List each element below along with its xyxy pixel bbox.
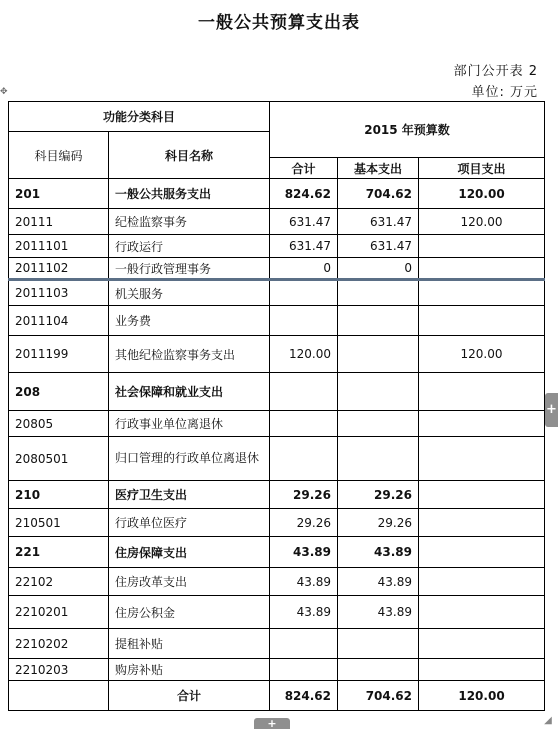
row-name: 行政运行 [109, 235, 270, 258]
table-resize-handle-icon[interactable]: ◢ [544, 715, 552, 726]
row-basic: 631.47 [338, 209, 419, 235]
unit-label: 单位: 万元 [471, 85, 538, 100]
row-code: 2080501 [9, 437, 109, 481]
row-total: 43.89 [270, 568, 338, 596]
page-title: 一般公共预算支出表 [198, 13, 360, 33]
row-basic [338, 306, 419, 336]
row-total: 0 [270, 258, 338, 280]
row-total [270, 659, 338, 681]
row-basic [338, 280, 419, 306]
row-basic [338, 659, 419, 681]
row-code: 2210203 [9, 659, 109, 681]
footer-blank-cell [9, 681, 109, 711]
row-name: 其他纪检监察事务支出 [109, 336, 270, 373]
row-project: 120.00 [419, 209, 545, 235]
row-total [270, 280, 338, 306]
header-total: 合计 [270, 158, 338, 179]
row-code: 208 [9, 373, 109, 411]
row-project [419, 373, 545, 411]
row-code: 2011102 [9, 258, 109, 280]
table-row [9, 373, 545, 411]
table-row [9, 481, 545, 509]
row-code: 2210201 [9, 596, 109, 629]
table-row [9, 306, 545, 336]
table-row [9, 568, 545, 596]
row-basic [338, 437, 419, 481]
add-row-plus-icon[interactable]: + [254, 718, 290, 729]
row-name: 住房公积金 [109, 596, 270, 629]
table-row [9, 509, 545, 537]
table-row [9, 596, 545, 629]
row-name: 购房补贴 [109, 659, 270, 681]
table-row [9, 659, 545, 681]
row-code: 2011104 [9, 306, 109, 336]
row-name: 一般行政管理事务 [109, 258, 270, 280]
row-project [419, 235, 545, 258]
row-code: 2011103 [9, 280, 109, 306]
table-row [9, 235, 545, 258]
row-code: 210 [9, 481, 109, 509]
row-code: 210501 [9, 509, 109, 537]
header-row-1 [9, 102, 545, 132]
footer-project: 120.00 [419, 681, 545, 711]
row-code: 2011199 [9, 336, 109, 373]
table-row [9, 258, 545, 280]
row-basic: 43.89 [338, 568, 419, 596]
add-column-plus-icon[interactable]: + [545, 393, 558, 427]
header-project: 项目支出 [419, 158, 545, 179]
row-basic: 43.89 [338, 537, 419, 568]
row-total: 120.00 [270, 336, 338, 373]
row-code: 22102 [9, 568, 109, 596]
row-total [270, 629, 338, 659]
budget-table [8, 101, 545, 711]
row-name: 机关服务 [109, 280, 270, 306]
row-project: 120.00 [419, 336, 545, 373]
row-project [419, 481, 545, 509]
table-row [9, 280, 545, 306]
row-code: 221 [9, 537, 109, 568]
row-project [419, 537, 545, 568]
row-total: 631.47 [270, 235, 338, 258]
row-project [419, 306, 545, 336]
row-name: 医疗卫生支出 [109, 481, 270, 509]
row-total: 43.89 [270, 596, 338, 629]
table-row [9, 411, 545, 437]
row-total [270, 437, 338, 481]
row-name: 纪检监察事务 [109, 209, 270, 235]
row-project: 120.00 [419, 179, 545, 209]
row-code: 2011101 [9, 235, 109, 258]
table-move-handle-icon[interactable]: ✥ [0, 87, 8, 97]
row-total: 29.26 [270, 509, 338, 537]
row-name: 住房改革支出 [109, 568, 270, 596]
row-basic: 43.89 [338, 596, 419, 629]
row-project [419, 258, 545, 280]
row-project [419, 280, 545, 306]
row-total [270, 411, 338, 437]
table-row [9, 537, 545, 568]
table-row [9, 629, 545, 659]
footer-basic: 704.62 [338, 681, 419, 711]
footer-label: 合计 [109, 681, 270, 711]
row-project [419, 629, 545, 659]
row-total: 631.47 [270, 209, 338, 235]
row-basic [338, 411, 419, 437]
row-project [419, 596, 545, 629]
header-budget-year: 2015 年预算数 [270, 102, 545, 158]
row-total: 824.62 [270, 179, 338, 209]
row-project [419, 437, 545, 481]
row-name: 归口管理的行政单位离退休 [109, 437, 270, 481]
header-basic: 基本支出 [338, 158, 419, 179]
row-project [419, 411, 545, 437]
row-basic: 29.26 [338, 481, 419, 509]
row-name: 社会保障和就业支出 [109, 373, 270, 411]
header-name: 科目名称 [109, 132, 270, 179]
row-total: 43.89 [270, 537, 338, 568]
row-total [270, 306, 338, 336]
row-name: 住房保障支出 [109, 537, 270, 568]
row-code: 2210202 [9, 629, 109, 659]
row-name: 行政单位医疗 [109, 509, 270, 537]
row-project [419, 659, 545, 681]
row-basic: 631.47 [338, 235, 419, 258]
table-row [9, 437, 545, 481]
row-basic [338, 373, 419, 411]
row-total: 29.26 [270, 481, 338, 509]
header-code: 科目编码 [9, 132, 109, 179]
row-basic [338, 336, 419, 373]
row-project [419, 568, 545, 596]
table-row [9, 209, 545, 235]
table-row [9, 179, 545, 209]
row-name: 一般公共服务支出 [109, 179, 270, 209]
row-basic [338, 629, 419, 659]
row-basic: 0 [338, 258, 419, 280]
row-name: 业务费 [109, 306, 270, 336]
row-total [270, 373, 338, 411]
form-number: 部门公开表 2 [453, 64, 538, 79]
row-name: 提租补贴 [109, 629, 270, 659]
row-basic: 29.26 [338, 509, 419, 537]
row-code: 201 [9, 179, 109, 209]
row-name: 行政事业单位离退休 [109, 411, 270, 437]
footer-total: 824.62 [270, 681, 338, 711]
row-code: 20111 [9, 209, 109, 235]
row-basic: 704.62 [338, 179, 419, 209]
header-func-category: 功能分类科目 [9, 102, 270, 132]
row-project [419, 509, 545, 537]
row-code: 20805 [9, 411, 109, 437]
footer-total-row [9, 681, 545, 711]
table-row [9, 336, 545, 373]
